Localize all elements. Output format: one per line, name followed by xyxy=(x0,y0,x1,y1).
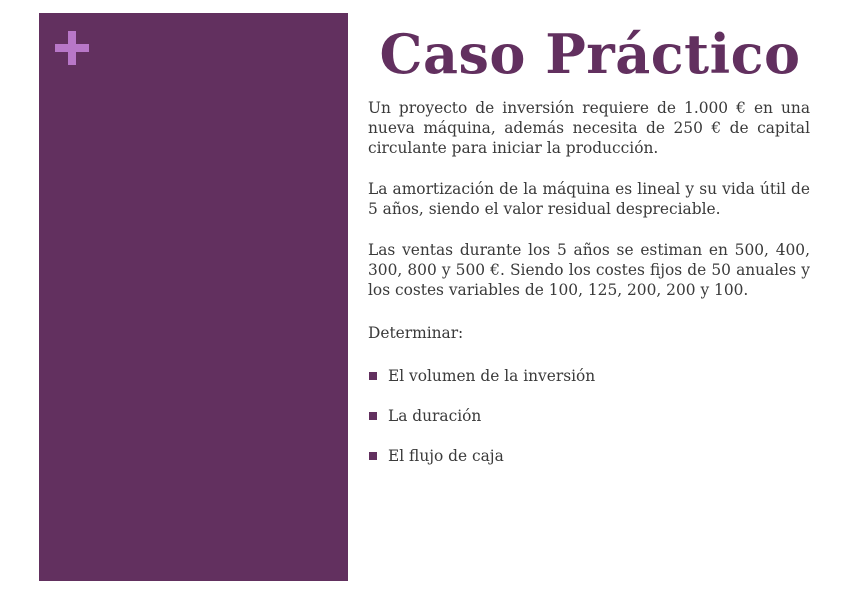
bullet-item xyxy=(368,446,810,466)
bullet-text: El flujo de caja xyxy=(388,447,504,465)
paragraph-investment: Un proyecto de inversión requiere de 1.000 € en una nueva máquina, además necesita de 250 € de capital circulante para iniciar la producción. xyxy=(368,99,810,157)
bullet-text: El volumen de la inversión xyxy=(388,367,596,385)
paragraph-amortization: La amortización de la máquina es lineal y su vida útil de 5 años, siendo el valor residual despreciable. xyxy=(368,180,810,218)
paragraph-determine: Determinar: xyxy=(368,324,464,342)
square-bullet-icon xyxy=(369,372,377,380)
plus-icon xyxy=(55,31,89,65)
paragraph-sales: Las ventas durante los 5 años se estiman en 500, 400, 300, 800 y 500 €. Siendo los costes fijos de 50 anuales y los costes variables de 100, 125, 200, 200 y 100. xyxy=(368,241,810,299)
slide-title: Caso Práctico xyxy=(379,22,801,86)
slide-content xyxy=(368,98,810,486)
square-bullet-icon xyxy=(369,412,377,420)
bullet-text: La duración xyxy=(388,407,482,425)
bullet-list xyxy=(368,366,810,466)
bullet-item xyxy=(368,366,810,386)
side-panel xyxy=(39,13,348,581)
bullet-item xyxy=(368,406,810,426)
square-bullet-icon xyxy=(369,452,377,460)
